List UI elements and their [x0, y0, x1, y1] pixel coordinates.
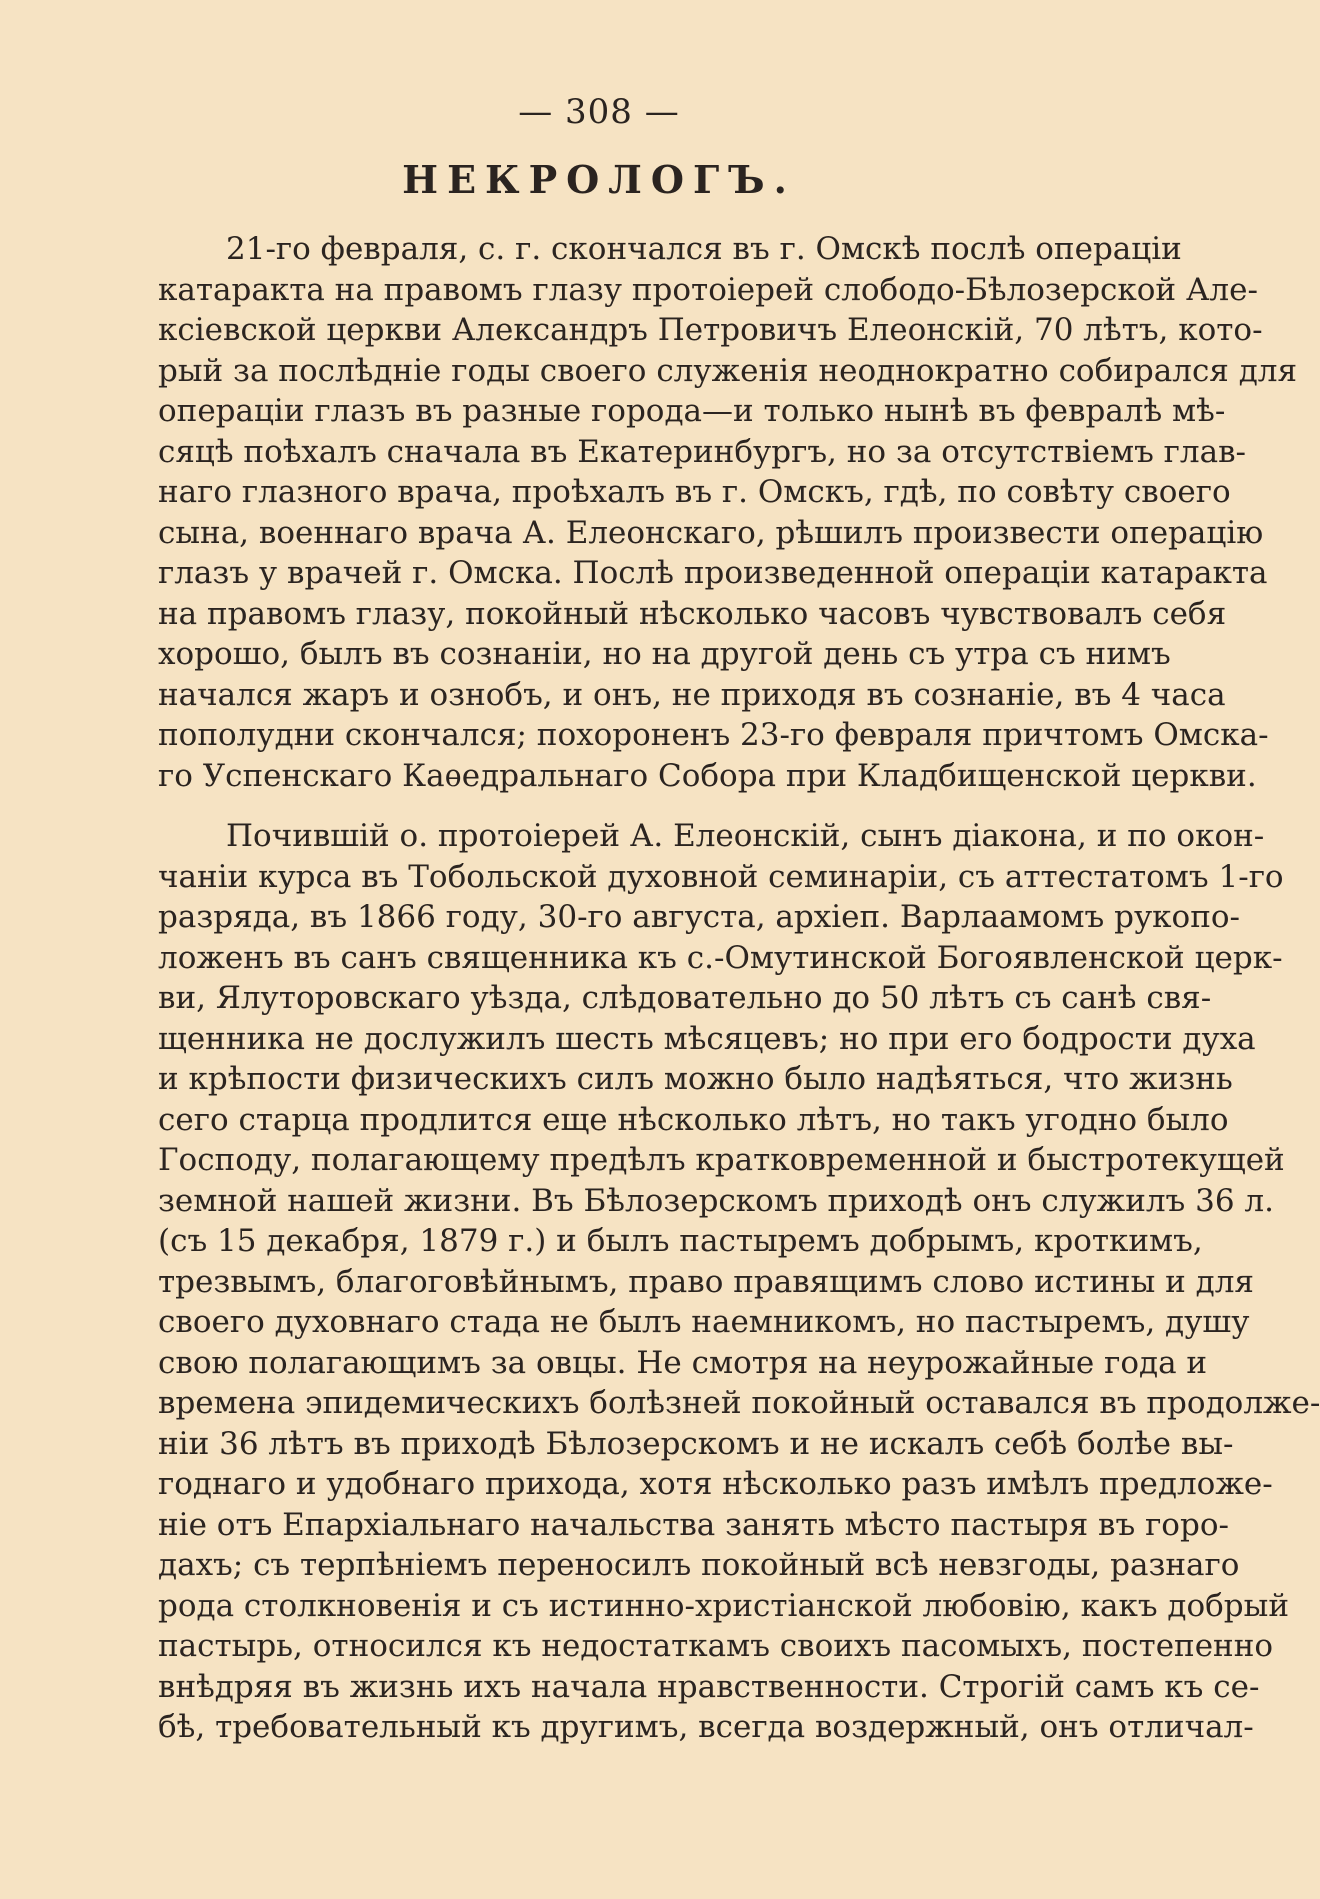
text-line: рый за послѣдніе годы своего служенія неоднократно собирался для: [158, 352, 1298, 389]
text-line: го Успенскаго Каѳедральнаго Собора при Кладбищенской церкви.: [158, 757, 1257, 794]
body-text: [158, 229, 1320, 1748]
text-line: Почившій о. протоіерей А. Елеонскій, сынъ діакона, и по окон-: [226, 818, 1265, 854]
text-line: своего духовнаго стада не былъ наемникомъ, но пастыремъ, душу: [158, 1304, 1250, 1340]
text-line: катаракта на правомъ глазу протоіерей слободо-Бѣлозерской Але-: [158, 271, 1258, 308]
text-line: пополудни скончался; похороненъ 23-го февраля причтомъ Омска-: [158, 717, 1269, 753]
text-line: начался жаръ и ознобъ, и онъ, не приходя въ сознаніе, въ 4 часа: [158, 676, 1226, 713]
text-line: на правомъ глазу, покойный нѣсколько часовъ чувствовалъ себя: [158, 595, 1227, 632]
text-line: земной нашей жизни. Въ Бѣлозерскомъ приходѣ онъ служилъ 36 л.: [158, 1182, 1274, 1219]
text-line: ксіевской церкви Александръ Петровичъ Елеонскій, 70 лѣтъ, кото-: [158, 312, 1263, 348]
text-line: годнаго и удобнаго прихода, хотя нѣсколько разъ имѣлъ предложе-: [158, 1466, 1273, 1502]
text-line: бѣ, требовательный къ другимъ, всегда воздержный, онъ отличал-: [158, 1709, 1254, 1745]
text-line: 21-го февраля, с. г. скончался въ г. Омскѣ послѣ операціи: [226, 231, 1182, 267]
text-line: ви, Ялуторовскаго уѣзда, слѣдовательно до 50 лѣтъ съ санѣ свя-: [158, 980, 1212, 1016]
page-title: НЕКРОЛОГЪ.: [402, 157, 796, 202]
text-line: и крѣпости физическихъ силъ можно было надѣяться, что жизнь: [158, 1061, 1233, 1097]
text-line: трезвымъ, благоговѣйнымъ, право правящимъ слово истины и для: [158, 1263, 1254, 1300]
text-line: пастырь, относился къ недостаткамъ своихъ пасомыхъ, постепенно: [158, 1628, 1274, 1664]
text-line: Господу, полагающему предѣлъ кратковременной и быстротекущей: [158, 1142, 1285, 1178]
text-line: ніе отъ Епархіальнаго начальства занять мѣсто пастыря въ горо-: [158, 1506, 1229, 1543]
text-line: сына, военнаго врача А. Елеонскаго, рѣшилъ произвести операцію: [158, 514, 1264, 551]
text-line: разряда, въ 1866 году, 30-го августа, архіеп. Варлаамомъ рукопо-: [158, 899, 1241, 935]
text-line: сего старца продлится еще нѣсколько лѣтъ, но такъ угодно было: [158, 1101, 1229, 1138]
text-line: времена эпидемическихъ болѣзней покойный оставался въ продолже-: [158, 1385, 1320, 1421]
text-line: сяцѣ поѣхалъ сначала въ Екатеринбургъ, но за отсутствіемъ глав-: [158, 433, 1247, 470]
text-line: дахъ; съ терпѣніемъ переносилъ покойный всѣ невзгоды, разнаго: [158, 1547, 1240, 1583]
text-line: свою полагающимъ за овцы. Не смотря на неурожайные года и: [158, 1344, 1208, 1381]
text-line: хорошо, былъ въ сознаніи, но на другой день съ утра съ нимъ: [158, 636, 1171, 672]
text-line: наго глазного врача, проѣхалъ въ г. Омскъ, гдѣ, по совѣту своего: [158, 474, 1231, 510]
text-line: ложенъ въ санъ священника къ с.-Омутинской Богоявленской церк-: [158, 939, 1283, 976]
text-line: операціи глазъ въ разные города—и только нынѣ въ февралѣ мѣ-: [158, 393, 1226, 429]
text-line: внѣдряя въ жизнь ихъ начала нравственности. Строгій самъ къ се-: [158, 1668, 1260, 1705]
text-line: ніи 36 лѣтъ въ приходѣ Бѣлозерскомъ и не искалъ себѣ болѣе вы-: [158, 1425, 1234, 1462]
paragraph-1: [158, 229, 1298, 796]
text-line: глазъ у врачей г. Омска. Послѣ произведенной операціи катаракта: [158, 555, 1268, 591]
text-line: рода столкновенія и съ истинно-христіанской любовію, какъ добрый: [158, 1587, 1289, 1624]
paragraph-2: [158, 816, 1320, 1748]
page-number: — 308 —: [518, 92, 680, 132]
text-line: щенника не дослужилъ шесть мѣсяцевъ; но при его бодрости духа: [158, 1020, 1256, 1057]
text-line: (съ 15 декабря, 1879 г.) и былъ пастыремъ добрымъ, кроткимъ,: [158, 1223, 1203, 1259]
text-line: чаніи курса въ Тобольской духовной семинаріи, съ аттестатомъ 1-го: [158, 858, 1284, 895]
